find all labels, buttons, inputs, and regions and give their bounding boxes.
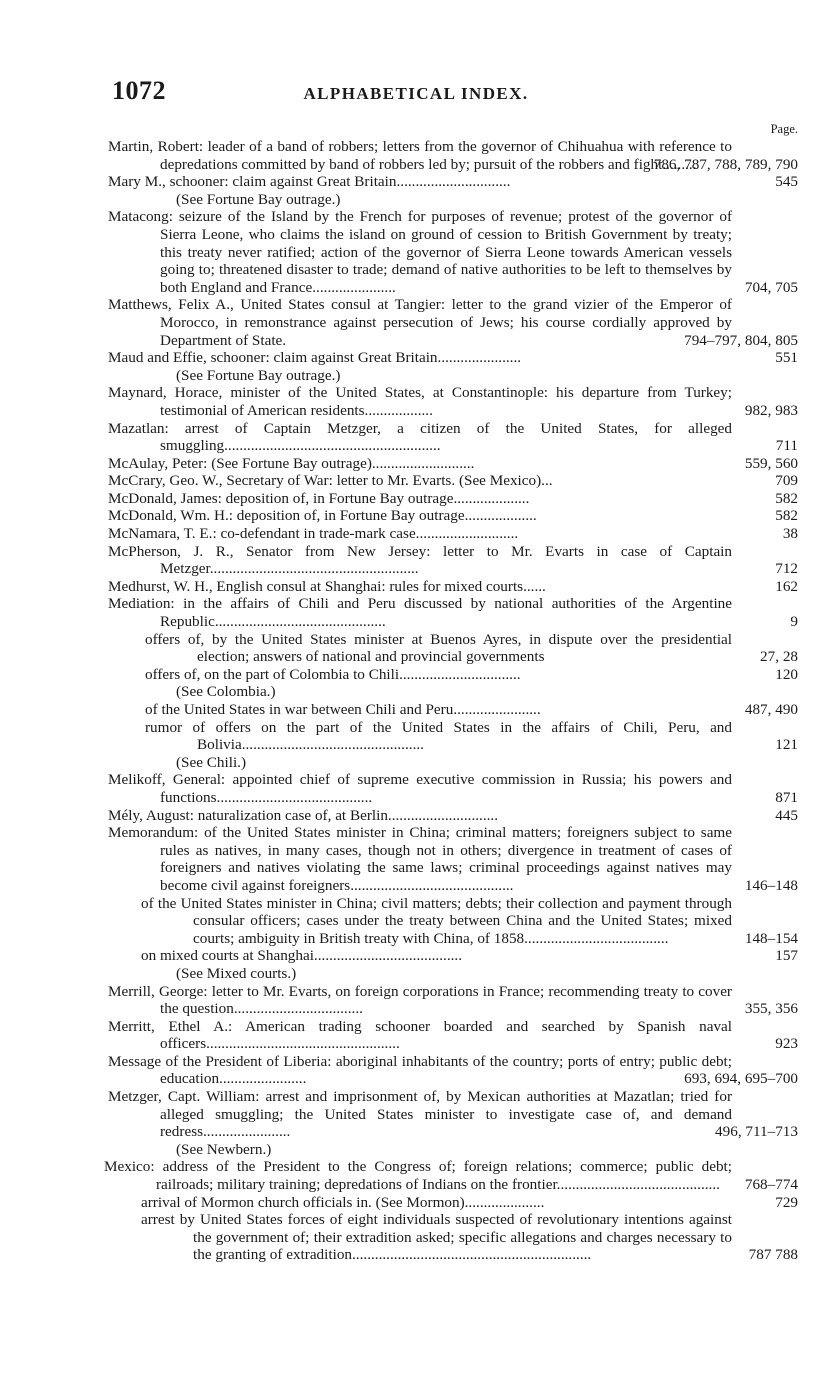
entry-text: Metzger, Capt. William: arrest and imprisonment of, by Mexican authorities at Mazatlan; tried for alleged smuggling; the United States minister to investigate case of, and demand redress....................... bbox=[108, 1088, 732, 1141]
entry-text: Maynard, Horace, minister of the United States, at Constantinople: his departure from Turkey; testimonial of American residents.................. bbox=[108, 384, 732, 419]
running-head: ALPHABETICAL INDEX. bbox=[303, 84, 529, 103]
entry-text: McDonald, Wm. H.: deposition of, in Fortune Bay outrage................... bbox=[108, 507, 537, 525]
entry-pages: 9 bbox=[790, 613, 798, 631]
entry-text: (See Chili.) bbox=[176, 753, 247, 771]
entry-text: Martin, Robert: leader of a band of robbers; letters from the governor of Chihuahua with reference to depredations committed by band of robbers led by; pursuit of the robbers and fight......... bbox=[108, 138, 732, 173]
index-entry bbox=[0, 349, 832, 367]
entry-text: McDonald, James: deposition of, in Fortune Bay outrage.................... bbox=[108, 489, 530, 507]
entry-pages: 496, 711–713 bbox=[715, 1123, 798, 1141]
entry-text: Merrill, George: letter to Mr. Evarts, on foreign corporations in France; recommending treaty to cover the question.................................. bbox=[108, 982, 732, 1018]
entry-text: Mazatlan: arrest of Captain Metzger, a citizen of the United States, for alleged smuggling......................................................... bbox=[108, 419, 732, 455]
index-subentry bbox=[0, 895, 832, 948]
see-reference bbox=[0, 191, 832, 209]
index-entry bbox=[0, 472, 832, 490]
entry-pages: 794–797, 804, 805 bbox=[684, 331, 798, 349]
entry-pages: 121 bbox=[775, 736, 798, 754]
entry-text: (See Newbern.) bbox=[176, 1140, 272, 1158]
index-entry bbox=[0, 595, 832, 630]
entry-text: Matthews, Felix A., United States consul at Tangier: letter to the grand vizier of the Emperor of Morocco, in remonstrance against persecution of Jews; his course cordially approved by Department of State. bbox=[108, 296, 732, 349]
entry-pages: 157 bbox=[775, 947, 798, 965]
index-entries bbox=[0, 138, 832, 1264]
index-entry bbox=[0, 296, 832, 349]
entry-pages: 768–774 bbox=[744, 1176, 798, 1194]
entry-pages: 786, 787, 788, 789, 790 bbox=[653, 155, 798, 173]
entry-pages: 162 bbox=[775, 577, 798, 595]
see-reference bbox=[0, 1141, 832, 1159]
index-entry bbox=[0, 525, 832, 543]
entry-text: rumor of offers on the part of the United States in the affairs of Chili, Peru, and Bolivia................................................ bbox=[145, 718, 732, 754]
index-entry bbox=[0, 807, 832, 825]
entry-text: Matacong: seizure of the Island by the French for purposes of revenue; protest of the governor of Sierra Leone, who claims the island on ground of cession to British Government by treaty; this treaty never ratified; action of the governor of Sierra Leone towards American vessels going to; threatened disaster to trade; demand of native authorities to be left to themselves by both England and France...................... bbox=[108, 208, 732, 296]
entry-text: of the United States minister in China; civil matters; debts; their collection and payment through consular officers; cases under the treaty between China and the United States; mixed courts; ambiguity in British treaty with China, of 1858...................................... bbox=[141, 894, 732, 947]
entry-pages: 693, 694, 695–700 bbox=[684, 1070, 798, 1088]
entry-text: arrest by United States forces of eight individuals suspected of revolutionary intentions against the government of; their extradition asked; specific allegations and charges necessary to the granting of extradition............................................................... bbox=[141, 1211, 732, 1264]
see-reference bbox=[0, 965, 832, 983]
see-reference bbox=[0, 754, 832, 772]
entry-pages: 709 bbox=[775, 472, 798, 490]
index-entry bbox=[0, 1053, 832, 1088]
index-entry bbox=[0, 384, 832, 419]
index-entry bbox=[0, 173, 832, 191]
entry-text: arrival of Mormon church officials in. (See Mormon)..................... bbox=[141, 1193, 545, 1211]
index-subentry bbox=[0, 719, 832, 754]
entry-pages: 120 bbox=[775, 665, 798, 683]
entry-pages: 355, 356 bbox=[744, 1000, 798, 1018]
entry-text: Mexico: address of the President to the Congress of; foreign relations; commerce; public debt; railroads; military training; depredations of Indians on the frontier........................................... bbox=[104, 1158, 732, 1194]
index-entry bbox=[0, 455, 832, 473]
entry-pages: 711 bbox=[775, 437, 798, 455]
page-column-label: Page. bbox=[770, 122, 798, 136]
entry-pages: 545 bbox=[775, 173, 798, 191]
entry-pages: 582 bbox=[775, 489, 798, 507]
entry-text: Merritt, Ethel A.: American trading schooner boarded and searched by Spanish naval officers................................................... bbox=[108, 1017, 732, 1053]
entry-text: offers of, by the United States minister at Buenos Ayres, in dispute over the presidential election; answers of national and provincial governments bbox=[145, 630, 732, 666]
entry-pages: 27, 28 bbox=[760, 648, 798, 666]
index-entry bbox=[0, 543, 832, 578]
entry-pages: 148–154 bbox=[744, 929, 798, 947]
entry-text: McNamara, T. E.: co-defendant in trade-mark case........................... bbox=[108, 525, 519, 543]
index-subentry bbox=[0, 631, 832, 666]
entry-text: Message of the President of Liberia: aboriginal inhabitants of the country; ports of entry; public debt; education....................... bbox=[108, 1052, 732, 1088]
index-subentry bbox=[0, 666, 832, 684]
entry-pages: 923 bbox=[775, 1035, 798, 1053]
index-subentry bbox=[0, 947, 832, 965]
entry-text: (See Fortune Bay outrage.) bbox=[176, 190, 341, 208]
index-subentry bbox=[0, 1194, 832, 1212]
see-reference bbox=[0, 683, 832, 701]
entry-pages: 38 bbox=[782, 525, 798, 543]
index-entry bbox=[0, 507, 832, 525]
entry-text: offers of, on the part of Colombia to Chili................................ bbox=[145, 665, 521, 683]
entry-text: of the United States in war between Chili and Peru....................... bbox=[145, 701, 541, 718]
index-subentry bbox=[0, 701, 832, 719]
entry-text: (See Fortune Bay outrage.) bbox=[176, 366, 341, 384]
index-entry bbox=[0, 490, 832, 508]
entry-pages: 871 bbox=[775, 788, 798, 806]
entry-text: Maud and Effie, schooner: claim against Great Britain...................... bbox=[108, 349, 522, 367]
entry-pages: 487, 490 bbox=[744, 701, 798, 718]
entry-text: (See Mixed courts.) bbox=[176, 964, 297, 982]
index-entry bbox=[0, 1088, 832, 1141]
entry-pages: 982, 983 bbox=[744, 401, 798, 419]
entry-text: McCrary, Geo. W., Secretary of War: letter to Mr. Evarts. (See Mexico)... bbox=[108, 472, 553, 490]
entry-text: Melikoff, General: appointed chief of supreme executive commission in Russia; his powers and functions......................................... bbox=[108, 771, 732, 806]
entry-text: Mély, August: naturalization case of, at Berlin............................. bbox=[108, 806, 499, 824]
index-entry bbox=[0, 578, 832, 596]
index-entry bbox=[0, 1018, 832, 1053]
index-entry bbox=[0, 208, 832, 296]
index-subentry bbox=[0, 1211, 832, 1264]
entry-text: McAulay, Peter: (See Fortune Bay outrage)........................... bbox=[108, 454, 475, 472]
entry-text: Medhurst, W. H., English consul at Shanghai: rules for mixed courts...... bbox=[108, 577, 546, 595]
entry-pages: 551 bbox=[775, 349, 798, 367]
entry-text: Memorandum: of the United States minister in China; criminal matters; foreigners subject to same rules as natives, in many cases, though not in others; divergence in treatment of cases of foreigners and natives violating the same laws; criminal proceedings against natives may become civil against foreigners........................................... bbox=[108, 824, 732, 894]
entry-text: Mediation: in the affairs of Chili and Peru discussed by national authorities of the Argentine Republic............................................. bbox=[108, 595, 732, 631]
see-reference bbox=[0, 367, 832, 385]
index-entry bbox=[0, 824, 832, 894]
entry-text: on mixed courts at Shanghai....................................... bbox=[141, 947, 463, 965]
entry-pages: 146–148 bbox=[744, 876, 798, 894]
entry-pages: 787 788 bbox=[748, 1246, 798, 1264]
entry-pages: 445 bbox=[775, 806, 798, 824]
index-entry bbox=[0, 1158, 832, 1193]
index-entry bbox=[0, 420, 832, 455]
entry-pages: 582 bbox=[775, 507, 798, 525]
entry-text: (See Colombia.) bbox=[176, 683, 276, 701]
entry-text: McPherson, J. R., Senator from New Jersey: letter to Mr. Evarts in case of Captain Metzger....................................................... bbox=[108, 542, 732, 578]
entry-pages: 712 bbox=[775, 560, 798, 578]
page-number: 1072 bbox=[112, 76, 166, 105]
index-entry bbox=[0, 771, 832, 806]
index-entry bbox=[0, 138, 832, 173]
entry-pages: 559, 560 bbox=[744, 454, 798, 472]
entry-pages: 704, 705 bbox=[744, 278, 798, 296]
index-entry bbox=[0, 983, 832, 1018]
entry-text: Mary M., schooner: claim against Great Britain.............................. bbox=[108, 173, 511, 191]
entry-pages: 729 bbox=[775, 1193, 798, 1211]
